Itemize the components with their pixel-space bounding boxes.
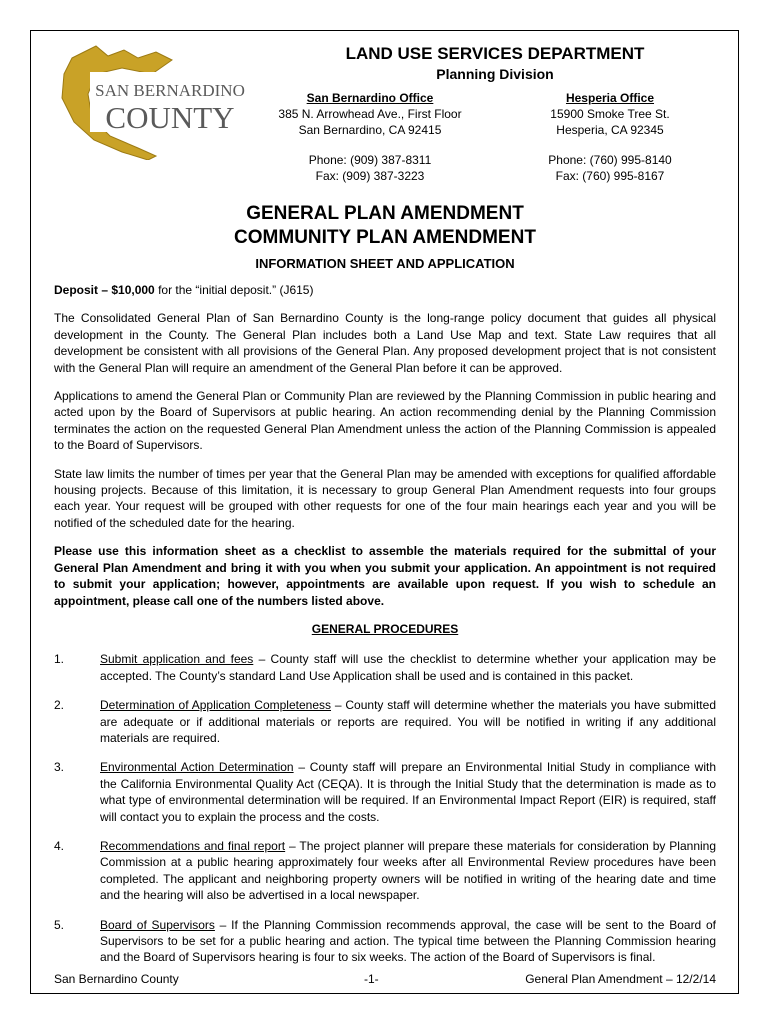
letterhead [270,44,720,183]
procedure-item [54,917,716,966]
paragraph: State law limits the number of times per year that the General Plan may be amended with exceptions for qualified affordable housing projects. Because of this limitation, it is necessary to group General Plan Amendment requests into four groups each year. Your request will be grouped with other requests for one of the four main hearings each year and you will be notified of the scheduled date for the hearing. [54,466,716,530]
department-title: LAND USE SERVICES DEPARTMENT [345,44,645,63]
office-address1: 385 N. Arrowhead Ave., First Floor [278,107,462,121]
item-text: – County staff will determine whether the materials you have submitted are adequate or if additional materials or reports are required. You will be notified in writing if any additional materials are required. [100,698,716,745]
item-title: Board of Supervisors [100,917,215,932]
item-text: – If the Planning Commission recommends approval, the case will be sent to the Board of Supervisors to be set for a public hearing and action. The typical time between the Planning Commission hearing and the Board of Supervisors hearing is four to six weeks. The action of the Board of Supervisors is final. [100,917,717,965]
paragraph: Applications to amend the General Plan or Community Plan are reviewed by the Planning Commission in public hearing and acted upon by the Board of Supervisors at public hearing. An action recommending denial by the Planning Commission terminates the action on the requested General Plan Amendment unless the action of the Planning Commission is appealed to the Board of Supervisors. [54,389,716,453]
office-name: Hesperia Office [565,91,655,105]
item-number: 2. [54,698,65,713]
footer-page-number: -1- [364,972,379,986]
item-number: 3. [54,760,65,775]
item-text: – County staff will use the checklist to determine whether your application may be accepted. The County’s standard Land Use Application shall be used and is contained in this packet. [100,652,716,683]
office-address2: San Bernardino, CA 92415 [298,123,442,137]
document-body [54,282,716,979]
item-title: Recommendations and final report [100,838,286,853]
document-titles [0,202,770,271]
title-general-plan: GENERAL PLAN AMENDMENT [246,203,524,224]
checklist-note: Please use this information sheet as a checklist to assemble the materials required for the submittal of your General Plan Amendment and bring it with you when you submit your application. An appointment is not required to submit your application; however, appointments are available upon request. If you wish to schedule an appointment, please call one of the numbers listed above. [54,544,716,608]
item-text: – County staff will prepare an Environmental Initial Study in compliance with the California Environmental Quality Act (CEQA). It is through the Initial Study that the determination is made as to what type of environmental determination will be required. If an Environmental Impact Report (EIR) is required, staff will contact you to explain the process and the costs. [100,760,716,824]
procedure-item [54,697,716,746]
office-phone: Phone: (909) 387-8311 [308,153,432,167]
logo-line1: SAN BERNARDINO [95,81,245,100]
item-number: 4. [54,838,65,853]
office-fax: Fax: (760) 995-8167 [555,169,665,183]
procedure-item [54,838,716,904]
office-phone: Phone: (760) 995-8140 [548,153,672,167]
office-address1: 15900 Smoke Tree St. [550,107,670,121]
footer-county: San Bernardino County [54,972,179,986]
title-community-plan: COMMUNITY PLAN AMENDMENT [234,227,536,248]
office-name: San Bernardino Office [306,91,434,105]
procedure-item [54,759,716,825]
subtitle-info-sheet: INFORMATION SHEET AND APPLICATION [255,256,515,271]
office-fax: Fax: (909) 387-3223 [315,169,425,183]
item-number: 1. [54,652,65,667]
office-san-bernardino [270,90,470,184]
item-title: Environmental Action Determination [100,760,294,775]
procedures-heading: GENERAL PROCEDURES [311,621,459,636]
item-text: – The project planner will prepare these materials for consideration by Planning Commission at a public hearing approximately four weeks after all Environmental Review procedures have been completed. The applicant and neighboring property owners will be notified in writing of the hearing date and time and the hearing will also be advertised in a local newspaper. [100,838,717,903]
deposit-label: Deposit – $10,000 [54,283,155,297]
county-logo [52,44,252,160]
item-number: 5. [54,917,65,932]
division-title: Planning Division [436,66,554,82]
item-title: Determination of Application Completeness [100,698,332,713]
procedure-item [54,651,716,684]
deposit-line [54,282,716,298]
deposit-text: for the “initial deposit.” (J615) [154,283,314,297]
office-hesperia [510,90,710,184]
logo-line2: COUNTY [105,100,235,135]
paragraph: The Consolidated General Plan of San Bernardino County is the long-range policy document that guides all physical development in the County. The General Plan includes both a Land Use Map and text. State Law requires that all development be consistent with all provisions of the General Plan. Any proposed development project that is not consistent with the General Plan will require an amendment of the General Plan before it can be approved. [54,311,716,375]
office-address2: Hesperia, CA 92345 [556,123,664,137]
footer-doc-date: General Plan Amendment – 12/2/14 [525,972,716,986]
item-title: Submit application and fees [100,652,254,667]
